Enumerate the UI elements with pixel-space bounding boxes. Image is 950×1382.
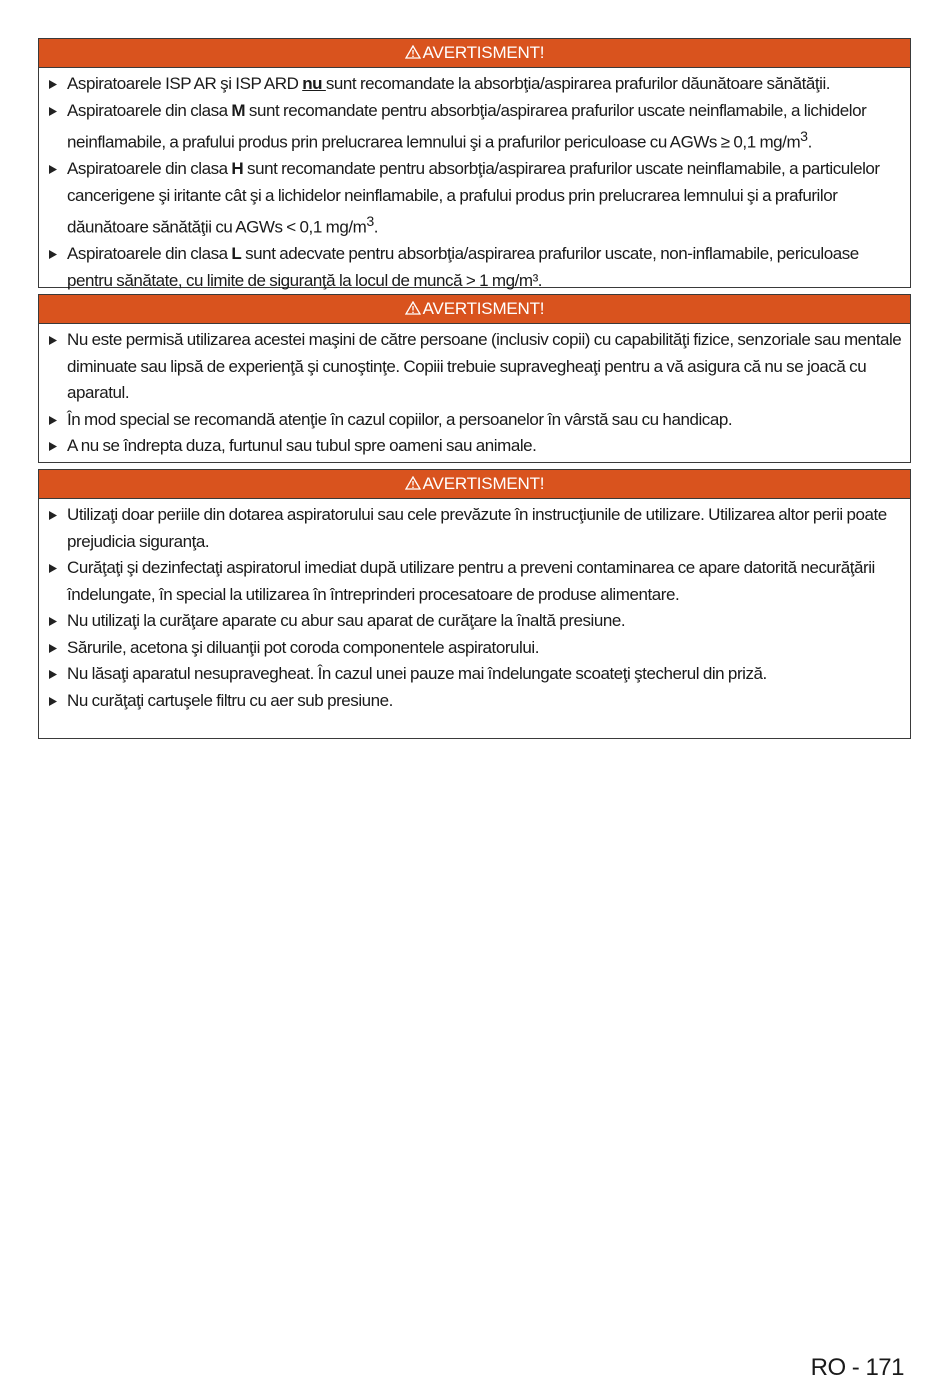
- warning-title: AVERTISMENT!: [422, 474, 545, 493]
- warning-box-2: [38, 294, 911, 463]
- warning-title: AVERTISMENT!: [422, 299, 545, 318]
- list-item: Aspiratoarele din clasa M sunt recomandate pentru absorbţia/aspirarea prafurilor uscate neinflamabile, a lichidelor neinflamabile, a prafului produs prin prelucrarea lemnului şi a prafurilor periculoase cu AGWs ≥ 0,1 $mg/m^3$.: [47, 98, 906, 157]
- list-item: Curăţaţi şi dezinfectaţi aspiratorul imediat după utilizare pentru a preveni contaminarea ce apare datorită necurăţării îndelungate, în special la utilizarea în întreprinderi procesatoare de produse alimentare.: [47, 555, 906, 608]
- bullet-triangle-icon: [49, 336, 57, 345]
- bullet-triangle-icon: [49, 670, 57, 679]
- page-number: RO - 171: [810, 1354, 904, 1381]
- list-item: Utilizaţi doar periile din dotarea aspiratorului sau cele prevăzute în instrucţiunile de utilizare. Utilizarea altor perii poate prejudicia siguranţa.: [47, 502, 906, 555]
- bullet-triangle-icon: [49, 697, 57, 706]
- bullet-triangle-icon: [49, 80, 57, 89]
- list-item: Aspiratoarele din clasa H sunt recomandate pentru absorbţia/aspirarea prafurilor uscate neinflamabile, a particulelor cancerigene şi iritante cât şi a lichidelor neinflamabile, a prafului produs prin prelucrarea lemnului şi a prafurilor dăunătoare sănătăţii cu AGWs < 0,1 $mg/m^3$.: [47, 156, 906, 241]
- warning-icon: [405, 301, 421, 315]
- list-item: A nu se îndrepta duza, furtunul sau tubul spre oameni sau animale.: [47, 433, 906, 460]
- warning-title: AVERTISMENT!: [422, 43, 545, 62]
- warning-box-1: [38, 38, 911, 288]
- warning-icon: [405, 45, 421, 59]
- list-item: Nu lăsaţi aparatul nesupravegheat. În cazul unei pauze mai îndelungate scoateţi ştecherul din priză.: [47, 661, 906, 688]
- list-item: Aspiratoarele ISP AR şi ISP ARD nu sunt recomandate la absorbţia/aspirarea prafurilor dăunătoare sănătăţii.: [47, 71, 906, 98]
- warning-header: [39, 295, 910, 324]
- list-item: Nu curăţaţi cartuşele filtru cu aer sub presiune.: [47, 688, 906, 715]
- list-item: În mod special se recomandă atenţie în cazul copiilor, a persoanelor în vârstă sau cu handicap.: [47, 407, 906, 434]
- list-item: Nu utilizaţi la curăţare aparate cu abur sau aparat de curăţare la înaltă presiune.: [47, 608, 906, 635]
- bullet-triangle-icon: [49, 617, 57, 626]
- warning-icon: [405, 476, 421, 490]
- warning-header: [39, 470, 910, 499]
- list-item: Sărurile, acetona şi diluanţii pot coroda componentele aspiratorului.: [47, 635, 906, 662]
- bullet-triangle-icon: [49, 250, 57, 259]
- warning-header: [39, 39, 910, 68]
- bullet-triangle-icon: [49, 165, 57, 174]
- warning-box-3: [38, 469, 911, 739]
- bullet-triangle-icon: [49, 442, 57, 451]
- bullet-triangle-icon: [49, 107, 57, 116]
- list-item: Aspiratoarele din clasa L sunt adecvate pentru absorbţia/aspirarea prafurilor uscate, non-inflamabile, periculoase pentru sănătate, cu limite de siguranţă la locul de muncă > 1 mg/m³.: [47, 241, 906, 294]
- bullet-triangle-icon: [49, 511, 57, 520]
- list-item: Nu este permisă utilizarea acestei maşini de către persoane (inclusiv copii) cu capabilităţi fizice, senzoriale sau mentale diminuate sau lipsă de experienţă şi cunoştinţe. Copiii trebuie supravegheaţi pentru a vă asigura că nu se joacă cu aparatul.: [47, 327, 906, 407]
- bullet-triangle-icon: [49, 416, 57, 425]
- bullet-triangle-icon: [49, 564, 57, 573]
- bullet-triangle-icon: [49, 644, 57, 653]
